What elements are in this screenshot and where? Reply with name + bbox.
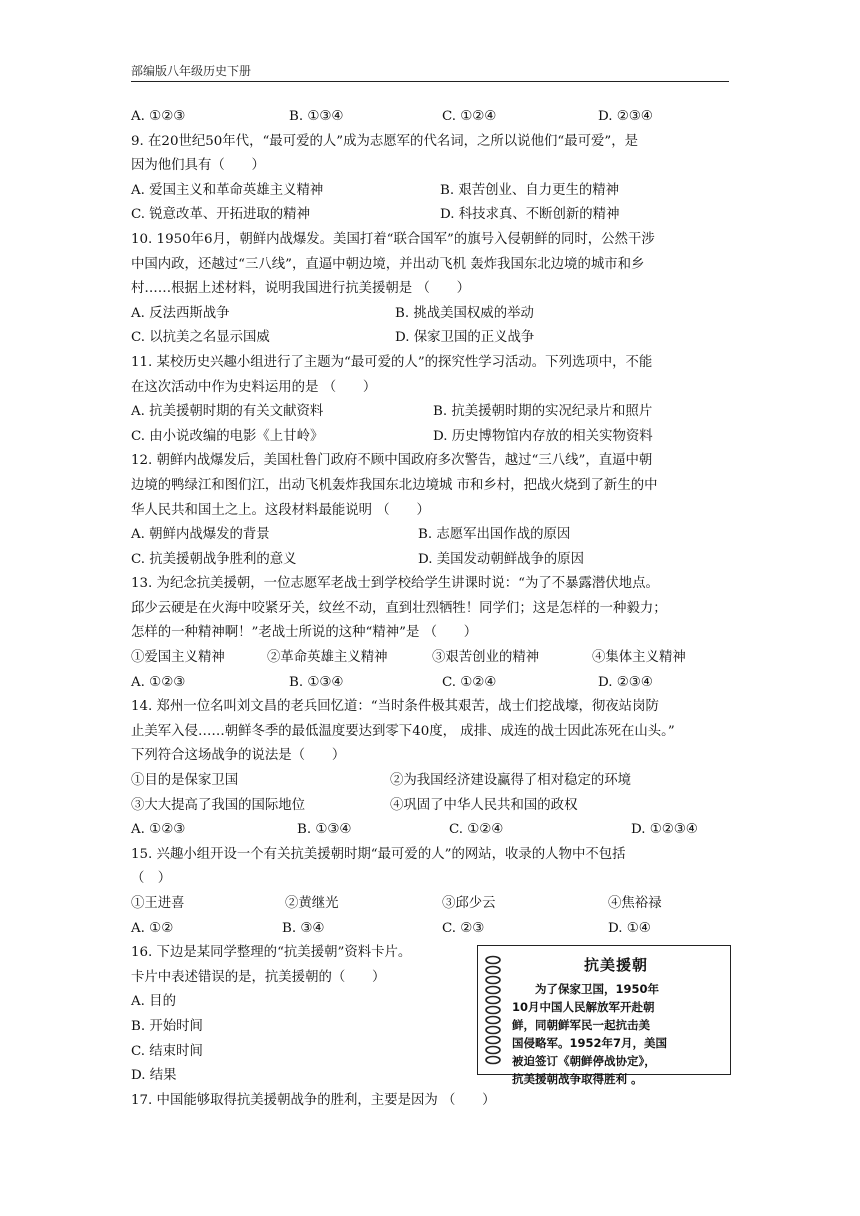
text-line: [131, 400, 731, 425]
text-segment: D. 保家卫国的正义战争: [395, 330, 535, 346]
text-segment: B. 志愿军出国作战的原因: [418, 527, 571, 543]
text-line: [131, 720, 731, 745]
text-segment: B. ①③④: [289, 674, 344, 690]
text-segment: B. 挑战美国权威的举动: [395, 305, 534, 321]
text-segment: 12. 朝鲜内战爆发后，美国杜鲁门政府不顾中国政府多次警告，越过“三八线”，直逼中朝: [131, 453, 653, 469]
text-line: [131, 499, 731, 524]
text-segment: ①目的是保家卫国: [131, 773, 239, 789]
text-segment: 在这次活动中作为史料运用的是 （ ）: [131, 379, 377, 395]
text-line: [131, 277, 731, 302]
text-segment: D. ②③④: [598, 109, 653, 124]
text-segment: 因为他们具有（ ）: [131, 158, 265, 174]
text-segment: A. ①②③: [131, 109, 186, 124]
text-line: [131, 228, 731, 253]
text-line: [131, 105, 731, 130]
resource-card: [477, 945, 731, 1086]
text-segment: B. ①③④: [289, 109, 344, 124]
text-line: [131, 818, 731, 843]
text-segment: 17. 中国能够取得抗美援朝战争的胜利，主要是因为 （ ）: [131, 1092, 496, 1108]
text-segment: ②为我国经济建设赢得了相对稳定的环境: [390, 773, 632, 789]
text-segment: ②黄继光: [285, 896, 339, 911]
text-segment: 11. 某校历史兴趣小组进行了主题为“最可爱的人”的探究性学习活动。下列选项中，不能: [131, 354, 653, 370]
text-segment: （ ）: [131, 871, 172, 887]
text-line: [131, 646, 731, 671]
text-line: [131, 326, 731, 351]
text-segment: C. 由小说改编的电影《上甘岭》: [131, 428, 324, 444]
text-segment: ③大大提高了我国的国际地位: [131, 797, 306, 813]
text-segment: 13. 为纪念抗美援朝，一位志愿军老战士到学校给学生讲课时说：“为了不暴露潜伏地点。: [131, 576, 659, 592]
card-body-line: 为了保家卫国，1950年: [512, 982, 660, 996]
text-line: [131, 843, 731, 868]
text-segment: C. 抗美援朝战争胜利的意义: [131, 551, 297, 567]
text-line: [131, 253, 731, 278]
text-segment: A. ①②③: [131, 674, 186, 690]
text-segment: ④集体主义精神: [592, 650, 686, 666]
text-line: [131, 154, 731, 179]
text-segment: 华人民共和国土之上。这段材料最能说明 （ ）: [131, 502, 430, 518]
text-segment: B. 开始时间: [131, 1018, 203, 1034]
text-line: [131, 695, 731, 720]
text-segment: B. ①③④: [297, 822, 352, 838]
text-segment: A. 爱国主义和革命英雄主义精神: [131, 182, 324, 198]
text-segment: 边境的鸭绿江和图们江，出动飞机轰炸我国东北边境城 市和乡村，把战火烧到了新生的中: [131, 477, 658, 493]
text-line: [131, 376, 731, 401]
card-body: [512, 980, 722, 1088]
text-segment: D. 科技求真、不断创新的精神: [440, 207, 620, 223]
text-segment: A. 抗美援朝时期的有关文献资料: [131, 404, 324, 420]
text-segment: ①王进喜: [131, 896, 185, 911]
text-line: [131, 794, 731, 819]
card-title: 抗美援朝: [583, 956, 648, 974]
text-segment: 邱少云硬是在火海中咬紧牙关，纹丝不动，直到壮烈牺牲！同学们；这是怎样的一种毅力；: [131, 600, 667, 616]
text-line: [131, 1089, 731, 1114]
text-line: [131, 179, 731, 204]
spiral-binding-icon: [482, 954, 504, 1066]
text-line: [131, 769, 731, 794]
text-segment: C. ①②④: [442, 674, 497, 690]
text-segment: 14. 郑州一位名叫刘文昌的老兵回忆道：“当时条件极其艰苦，战士们挖战壕，彻夜站岗防: [131, 699, 659, 715]
text-line: [131, 548, 731, 573]
card-body-line: 被迫签订《朝鲜停战协定》，: [512, 1054, 656, 1068]
text-line: [131, 892, 731, 917]
text-segment: D. ②③④: [598, 674, 653, 690]
header-divider: [131, 81, 729, 82]
text-line: [131, 130, 731, 155]
text-line: [131, 867, 731, 892]
text-segment: ②革命英雄主义精神: [267, 650, 388, 666]
text-segment: 村……根据上述材料，说明我国进行抗美援朝是 （ ）: [131, 281, 471, 297]
page-header: 部编版八年级历史下册: [131, 64, 252, 78]
text-line: [131, 572, 731, 597]
text-line: [131, 597, 731, 622]
text-segment: 怎样的一种精神啊！”老战士所说的这种“精神”是 （ ）: [131, 625, 478, 641]
text-segment: C. ①②④: [442, 109, 497, 124]
text-line: [131, 302, 731, 327]
text-segment: C. ①②④: [449, 822, 504, 838]
text-segment: C. ②③: [442, 920, 485, 936]
text-segment: D. ①④: [608, 920, 651, 936]
text-segment: D. ①②③④: [631, 822, 698, 838]
text-segment: 10. 1950年6月，朝鲜内战爆发。美国打着“联合国军”的旗号入侵朝鲜的同时，公然干涉: [131, 231, 655, 247]
text-line: [131, 917, 731, 942]
text-segment: 止美军入侵……朝鲜冬季的最低温度要达到零下40度， 成排、成连的战士因此冻死在山头。”: [131, 723, 675, 739]
card-body-line: 10月中国人民解放军开赴朝: [512, 1000, 655, 1014]
text-line: [131, 621, 731, 646]
text-line: [131, 351, 731, 376]
text-segment: ③邱少云: [442, 896, 496, 911]
text-segment: ①爱国主义精神: [131, 650, 225, 666]
text-segment: A. ①②③: [131, 822, 186, 838]
text-line: [131, 671, 731, 696]
text-line: [131, 523, 731, 548]
text-segment: 下列符合这场战争的说法是（ ）: [131, 748, 346, 764]
text-segment: ④巩固了中华人民共和国的政权: [390, 797, 578, 813]
card-body-line: 国侵略军。1952年7月，美国: [512, 1036, 668, 1050]
text-segment: 15. 兴趣小组开设一个有关抗美援朝时期“最可爱的人”的网站，收录的人物中不包括: [131, 846, 626, 862]
text-segment: D. 美国发动朝鲜战争的原因: [418, 551, 585, 567]
text-segment: C. 结束时间: [131, 1043, 203, 1059]
text-segment: 卡片中表述错误的是，抗美援朝的（ ）: [131, 969, 386, 985]
text-segment: C. 以抗美之名显示国威: [131, 330, 270, 346]
text-segment: B. 艰苦创业、自力更生的精神: [440, 182, 620, 198]
text-segment: 16. 下边是某同学整理的“抗美援朝”资料卡片。: [131, 945, 412, 961]
text-segment: A. 目的: [131, 994, 176, 1010]
card-body-line: 抗美援朝战争取得胜利 。: [512, 1072, 643, 1086]
text-segment: 中国内政，还越过“三八线”，直逼中朝边境，并出动飞机 轰炸我国东北边境的城市和乡: [131, 256, 645, 272]
text-segment: A. ①②: [131, 920, 174, 936]
text-segment: C. 锐意改革、开拓进取的精神: [131, 207, 310, 223]
text-line: [131, 474, 731, 499]
text-segment: B. 抗美援朝时期的实况纪录片和照片: [433, 404, 653, 420]
text-line: [131, 744, 731, 769]
text-segment: ③艰苦创业的精神: [432, 650, 540, 666]
text-segment: 9. 在20世纪50年代，“最可爱的人”成为志愿军的代名词，之所以说他们“最可爱”，是: [131, 133, 638, 149]
text-segment: D. 结果: [131, 1068, 177, 1084]
text-line: [131, 425, 731, 450]
text-segment: B. ③④: [282, 920, 325, 936]
text-line: [131, 203, 731, 228]
text-segment: A. 朝鲜内战爆发的背景: [131, 527, 270, 543]
text-segment: D. 历史博物馆内存放的相关实物资料: [433, 428, 653, 444]
card-body-line: 鲜，同朝鲜军民一起抗击美: [512, 1018, 650, 1032]
text-segment: ④焦裕禄: [608, 896, 662, 911]
text-line: [131, 449, 731, 474]
text-segment: A. 反法西斯战争: [131, 305, 230, 321]
